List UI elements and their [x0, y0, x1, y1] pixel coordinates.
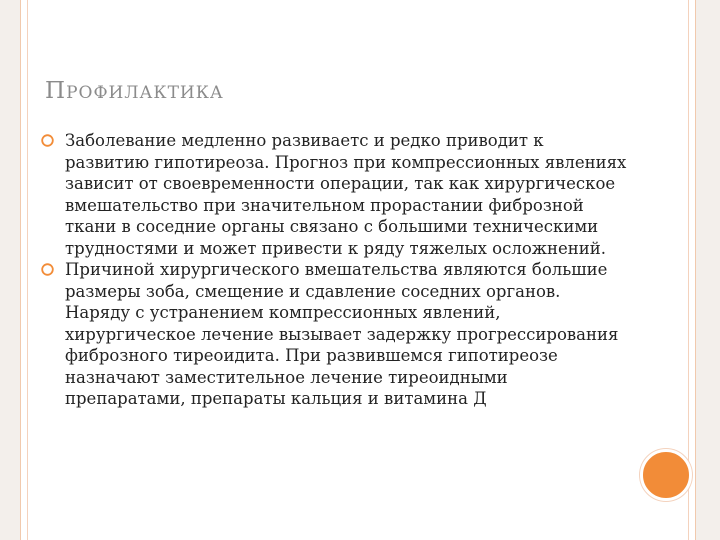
- bullet-item: [40, 259, 630, 410]
- bullet-text: Заболевание медленно развиваетс и редко приводит к развитию гипотиреоза. Прогноз при компрессионных явлениях зависит от своевременности операции, так как хирургическое вмешательство при значительном прорастании фиброзной ткани в соседние органы связано с большими техническими трудностями и может привести к ряду тяжелых осложнений.: [65, 131, 627, 258]
- title-rest: РОФИЛАКТИКА: [66, 83, 224, 103]
- bullet-circle-icon: [40, 262, 55, 277]
- slide-title: [45, 76, 224, 108]
- bullet-text: Причиной хирургического вмешательства являются большие размеры зоба, смещение и сдавление соседних органов. Наряду с устранением компрессионных явлений, хирургическое лечение вызывает задержку прогрессирования фиброзного тиреоидита. При развившемся гипотиреозе назначают заместительное лечение тиреоидными препаратами, препараты кальция и витамина Д: [65, 260, 619, 408]
- decorative-accent-circle: [640, 449, 692, 501]
- slide-left-border-line: [27, 0, 28, 540]
- bullet-circle-icon: [40, 133, 55, 148]
- slide-content: [40, 130, 630, 410]
- bullet-item: [40, 130, 630, 259]
- slide-right-border-line: [688, 0, 689, 540]
- title-first-letter: П: [45, 78, 67, 104]
